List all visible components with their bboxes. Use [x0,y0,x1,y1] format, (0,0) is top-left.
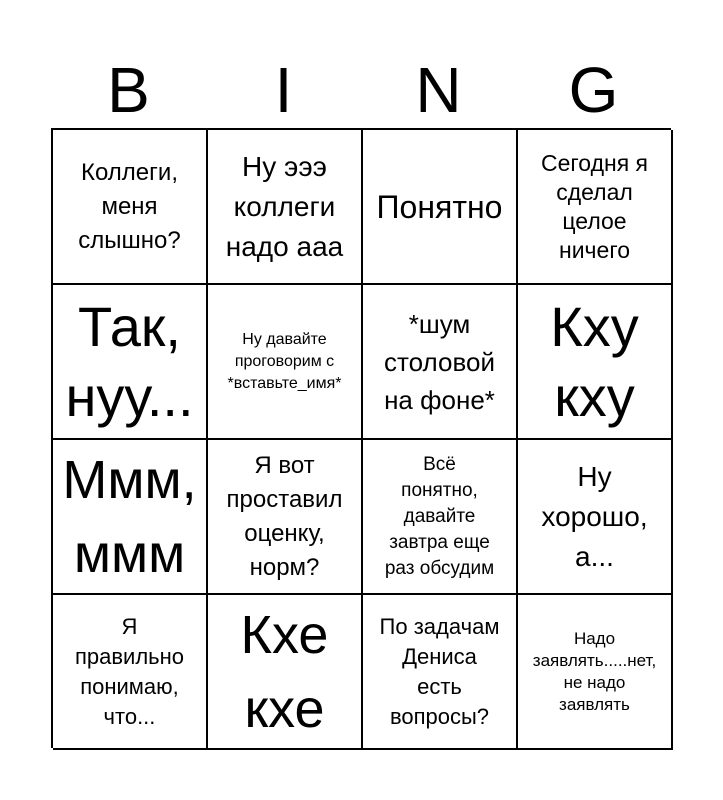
bingo-cell[interactable] [208,285,363,440]
cell-text: Сегодня я сделал целое ничего [541,149,648,263]
cell-text: Кхе кхе [240,604,329,739]
cell-text: Я правильно понимаю, что... [74,613,185,729]
cell-text: Надо заявлять.....нет, не надо заявлять [532,628,657,714]
cell-text: *шум столовой на фоне* [384,308,495,415]
bingo-cell[interactable] [363,130,518,285]
header-letter-n: N [415,54,462,126]
cell-text: Я вот проставил оценку, норм? [226,451,343,581]
cell-text: Кху кху [550,294,639,428]
bingo-cell[interactable] [518,440,673,595]
bingo-cell[interactable] [208,595,363,750]
cell-text: Ну давайте проговорим с *вставьте_имя* [227,330,342,392]
cell-text: Понятно [376,188,503,225]
cell-text: Так, нуу... [65,294,194,428]
header-letter-i: I [274,54,293,126]
bingo-cell[interactable] [363,440,518,595]
bingo-header [51,52,671,128]
bingo-cell[interactable] [518,285,673,440]
bingo-cell[interactable] [53,285,208,440]
header-letter-b: B [107,54,150,126]
cell-text: Коллеги, меня слышно? [78,158,181,254]
bingo-cell[interactable] [53,130,208,285]
cell-text: Ну эээ коллеги надо ааа [225,150,344,262]
cell-text: Ммм, ммм [62,449,197,584]
cell-text: По задачам Дениса есть вопросы? [379,613,500,729]
cell-text: Ну хорошо, а... [541,460,648,572]
bingo-cell[interactable] [53,595,208,750]
bingo-cell[interactable] [53,440,208,595]
bingo-cell[interactable] [518,130,673,285]
bingo-cell[interactable] [363,285,518,440]
bingo-cell[interactable] [208,130,363,285]
bingo-board [51,128,671,748]
header-letter-g: G [568,54,619,126]
cell-text: Всё понятно, давайте завтра еще раз обсудим [384,453,495,579]
bingo-cell[interactable] [363,595,518,750]
bingo-cell[interactable] [518,595,673,750]
bingo-cell[interactable] [208,440,363,595]
